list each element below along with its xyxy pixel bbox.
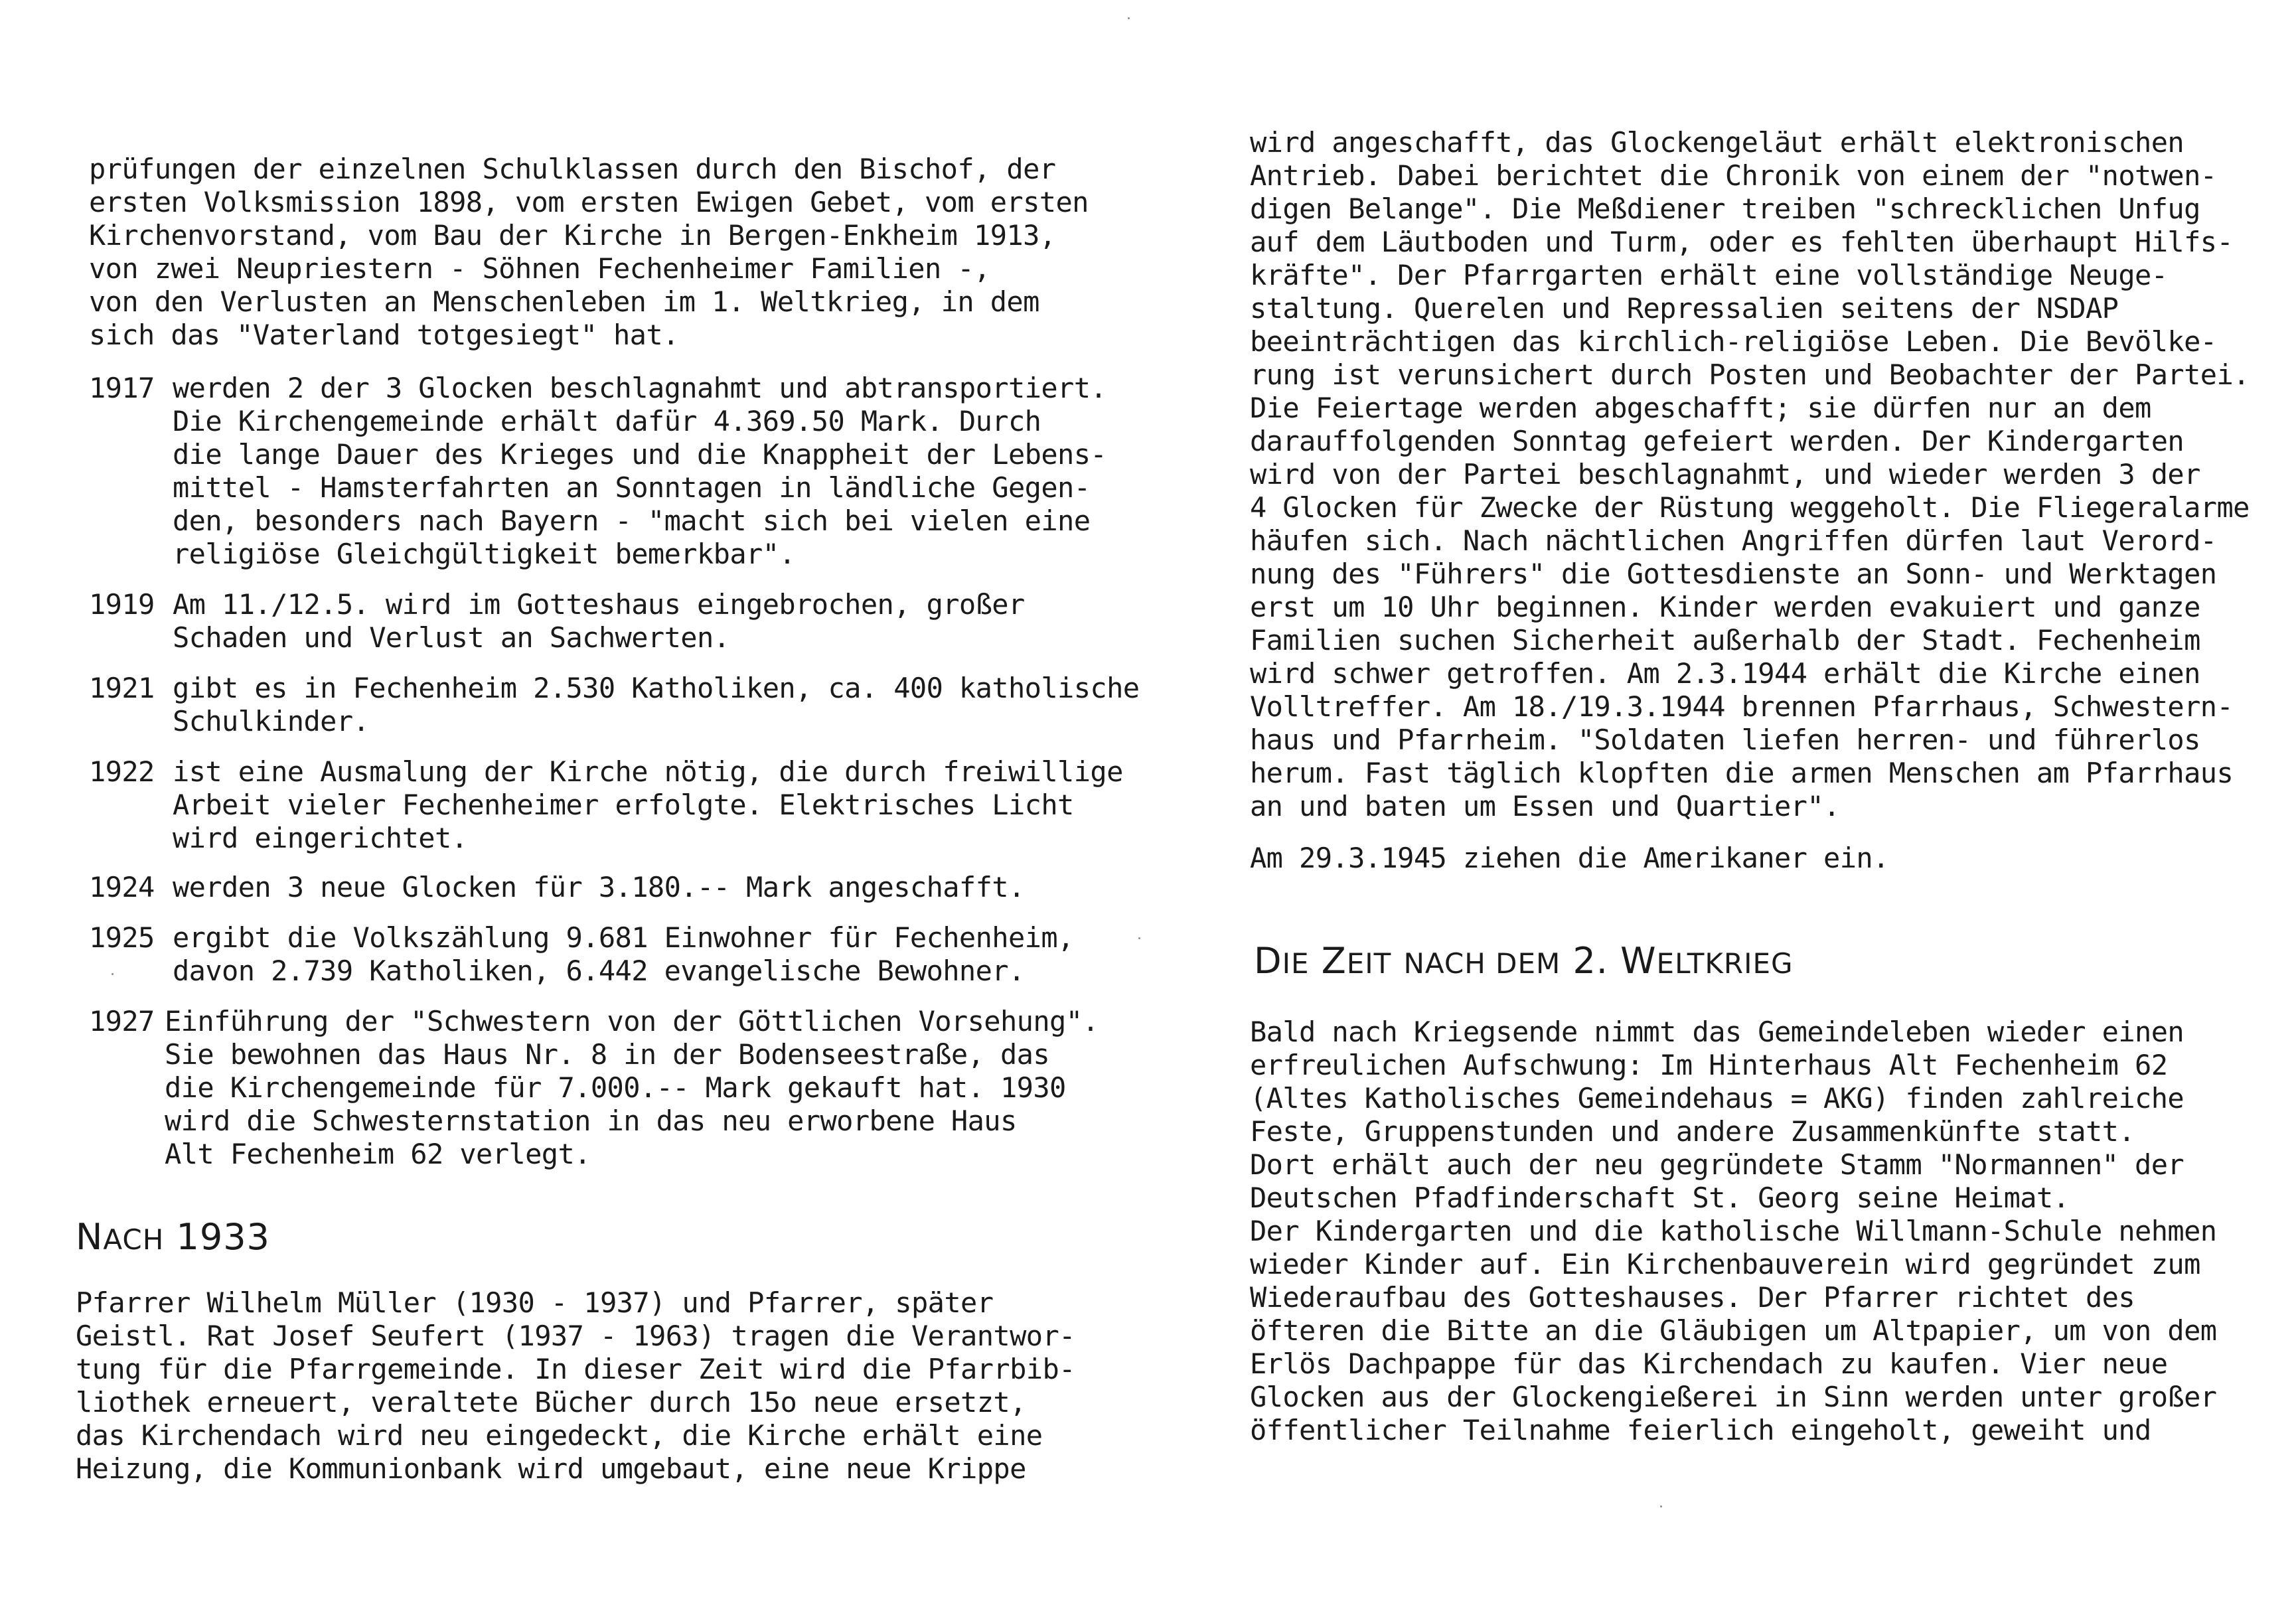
text-line: Einführung der "Schwestern von der Göttlichen Vorsehung".	[165, 1005, 1099, 1037]
right-page	[1148, 0, 2296, 1609]
heading-small-caps: ELTKRIEG	[1656, 947, 1794, 980]
text-line: 4 Glocken für Zwecke der Rüstung weggeholt. Die Fliegeralarme	[1250, 491, 2250, 524]
text-line: Der Kindergarten und die katholische Willmann-Schule nehmen	[1250, 1215, 2217, 1247]
entry-year: 1927	[89, 1005, 155, 1037]
text-line: digen Belange". Die Meßdiener treiben "schrecklichen Unfug	[1250, 192, 2200, 225]
text-line: den, besonders nach Bayern - "macht sich bei vielen eine	[173, 504, 1091, 537]
text-line: gibt es in Fechenheim 2.530 Katholiken, ca. 400 katholische	[173, 672, 1140, 704]
text-line: die Kirchengemeinde für 7.000.-- Mark gekauft hat. 1930	[165, 1071, 1066, 1104]
text-line: werden 2 der 3 Glocken beschlagnahmt und abtransportiert.	[173, 372, 1107, 404]
text-line: haus und Pfarrheim. "Soldaten liefen herren- und führerlos	[1250, 724, 2200, 756]
text-line: staltung. Querelen und Repressalien seitens der NSDAP	[1250, 292, 2119, 325]
text-line: Wiederaufbau des Gotteshauses. Der Pfarrer richtet des	[1250, 1281, 2135, 1314]
text-line: wieder Kinder auf. Ein Kirchenbauverein wird gegründet zum	[1250, 1248, 2200, 1280]
entry-year: 1924	[89, 871, 155, 903]
text-line: Erlös Dachpappe für das Kirchendach zu kaufen. Vier neue	[1250, 1347, 2168, 1380]
text-line: Die Feiertage werden abgeschafft; sie dürfen nur an dem	[1250, 392, 2151, 424]
text-line: ergibt die Volkszählung 9.681 Einwohner für Fechenheim,	[173, 921, 1074, 954]
text-line: wird eingerichtet.	[173, 822, 468, 854]
text-line: sich das "Vaterland totgesiegt" hat.	[89, 319, 679, 351]
text-line: Schulkinder.	[173, 705, 370, 737]
text-line: Geistl. Rat Josef Seufert (1937 - 1963) tragen die Verantwor-	[76, 1320, 1075, 1352]
text-line: Pfarrer Wilhelm Müller (1930 - 1937) und Pfarrer, später	[76, 1286, 994, 1319]
text-line: Schaden und Verlust an Sachwerten.	[173, 621, 730, 654]
text-line: Glocken aus der Glockengießerei in Sinn werden unter großer	[1250, 1381, 2217, 1413]
text-line: Familien suchen Sicherheit außerhalb der Stadt. Fechenheim	[1250, 624, 2200, 656]
text-line: Deutschen Pfadfinderschaft St. Georg seine Heimat.	[1250, 1182, 2070, 1214]
text-line: herum. Fast täglich klopften die armen Menschen am Pfarrhaus	[1250, 757, 2234, 789]
text-line: die lange Dauer des Krieges und die Knappheit der Lebens-	[173, 438, 1107, 471]
text-line: erst um 10 Uhr beginnen. Kinder werden evakuiert und ganze	[1250, 591, 2200, 623]
text-line: auf dem Läutboden und Turm, oder es fehlten überhaupt Hilfs-	[1250, 226, 2234, 258]
text-line: Alt Fechenheim 62 verlegt.	[165, 1138, 591, 1170]
text-line: öffentlicher Teilnahme feierlich eingeholt, geweiht und	[1250, 1414, 2151, 1446]
section-heading-nach-dem-2-weltkrieg	[1254, 941, 1794, 984]
text-line: wird schwer getroffen. Am 2.3.1944 erhält die Kirche einen	[1250, 657, 2200, 690]
text-line: werden 3 neue Glocken für 3.180.-- Mark angeschafft.	[173, 871, 1025, 903]
text-line: Kirchenvorstand, vom Bau der Kirche in Bergen-Enkheim 1913,	[89, 219, 1056, 252]
text-line: häufen sich. Nach nächtlichen Angriffen dürfen laut Verord-	[1250, 524, 2217, 557]
text-line: ersten Volksmission 1898, vom ersten Ewigen Gebet, vom ersten	[89, 186, 1089, 218]
text-line: religiöse Gleichgültigkeit bemerkbar".	[173, 538, 796, 570]
section-heading-nach-1933	[76, 1217, 270, 1260]
text-line: Arbeit vieler Fechenheimer erfolgte. Elektrisches Licht	[173, 789, 1074, 821]
text-line: erfreulichen Aufschwung: Im Hinterhaus Alt Fechenheim 62	[1250, 1049, 2168, 1081]
text-line: wird von der Partei beschlagnahmt, und wieder werden 3 der	[1250, 458, 2200, 491]
text-line: von den Verlusten an Menschenleben im 1. Weltkrieg, in dem	[89, 285, 1039, 318]
scan-speck	[1660, 1505, 1662, 1507]
text-line: beeinträchtigen das kirchlich-religiöse Leben. Die Bevölke-	[1250, 325, 2217, 358]
text-line: wird angeschafft, das Glockengeläut erhält elektronischen	[1250, 126, 2184, 159]
scan-speck	[112, 973, 114, 975]
text-line: mittel - Hamsterfahrten an Sonntagen in ländliche Gegen-	[173, 471, 1091, 504]
text-line: Heizung, die Kommunionbank wird umgebaut, eine neue Krippe	[76, 1452, 1026, 1485]
text-line: wird die Schwesternstation in das neu erworbene Haus	[165, 1105, 1017, 1137]
heading-initial: D	[1254, 940, 1282, 982]
text-line: Dort erhält auch der neu gegründete Stamm "Normannen" der	[1250, 1148, 2184, 1181]
text-line: tung für die Pfarrgemeinde. In dieser Zeit wird die Pfarrbib-	[76, 1353, 1075, 1385]
entry-year: 1917	[89, 372, 155, 404]
text-line: liothek erneuert, veraltete Bücher durch 15o neue ersetzt,	[76, 1386, 1026, 1418]
scan-speck	[1138, 937, 1140, 939]
entry-year: 1925	[89, 921, 155, 954]
text-line: das Kirchendach wird neu eingedeckt, die Kirche erhält eine	[76, 1419, 1043, 1452]
text-line: Die Kirchengemeinde erhält dafür 4.369.50 Mark. Durch	[173, 405, 1041, 437]
text-line: von zwei Neupriestern - Söhnen Fechenheimer Familien -,	[89, 252, 990, 285]
heading-small-caps: ACH	[103, 1223, 165, 1256]
heading-year: 1933	[176, 1216, 270, 1258]
text-line: Antrieb. Dabei berichtet die Chronik von einem der "notwen-	[1250, 159, 2217, 192]
text-line: Volltreffer. Am 18./19.3.1944 brennen Pfarrhaus, Schwestern-	[1250, 690, 2234, 723]
entry-year: 1922	[89, 755, 155, 788]
scan-speck	[1128, 17, 1130, 19]
text-line: Sie bewohnen das Haus Nr. 8 in der Bodenseestraße, das	[165, 1038, 1050, 1071]
closing-line: Am 29.3.1945 ziehen die Amerikaner ein.	[1250, 842, 1889, 874]
heading-small-caps: IE	[1282, 947, 1310, 980]
text-line: nung des "Führers" die Gottesdienste an Sonn- und Werktagen	[1250, 558, 2217, 590]
text-line: kräfte". Der Pfarrgarten erhält eine vollständige Neuge-	[1250, 259, 2168, 291]
text-line: an und baten um Essen und Quartier".	[1250, 790, 1840, 822]
heading-initial: W	[1620, 940, 1657, 982]
text-line: (Altes Katholisches Gemeindehaus = AKG) finden zahlreiche	[1250, 1082, 2184, 1114]
heading-number: 2.	[1572, 940, 1608, 982]
text-line: Feste, Gruppenstunden und andere Zusammenkünfte statt.	[1250, 1115, 2135, 1148]
heading-initial: Z	[1321, 940, 1347, 982]
text-line: öfteren die Bitte an die Gläubigen um Altpapier, um von dem	[1250, 1314, 2217, 1347]
heading-small-caps: EIT	[1346, 947, 1392, 980]
heading-small-caps: NACH DEM	[1403, 947, 1561, 980]
text-line: davon 2.739 Katholiken, 6.442 evangelische Bewohner.	[173, 955, 1025, 987]
entry-year: 1919	[89, 588, 155, 621]
text-line: Bald nach Kriegsende nimmt das Gemeindeleben wieder einen	[1250, 1016, 2184, 1048]
text-line: ist eine Ausmalung der Kirche nötig, die durch freiwillige	[173, 755, 1123, 788]
text-line: darauffolgenden Sonntag gefeiert werden. Der Kindergarten	[1250, 425, 2184, 457]
text-line: prüfungen der einzelnen Schulklassen durch den Bischof, der	[89, 153, 1056, 185]
text-line: Am 11./12.5. wird im Gotteshaus eingebrochen, großer	[173, 588, 1025, 621]
entry-year: 1921	[89, 672, 155, 704]
heading-initial: N	[76, 1216, 104, 1258]
text-line: rung ist verunsichert durch Posten und Beobachter der Partei.	[1250, 358, 2250, 391]
